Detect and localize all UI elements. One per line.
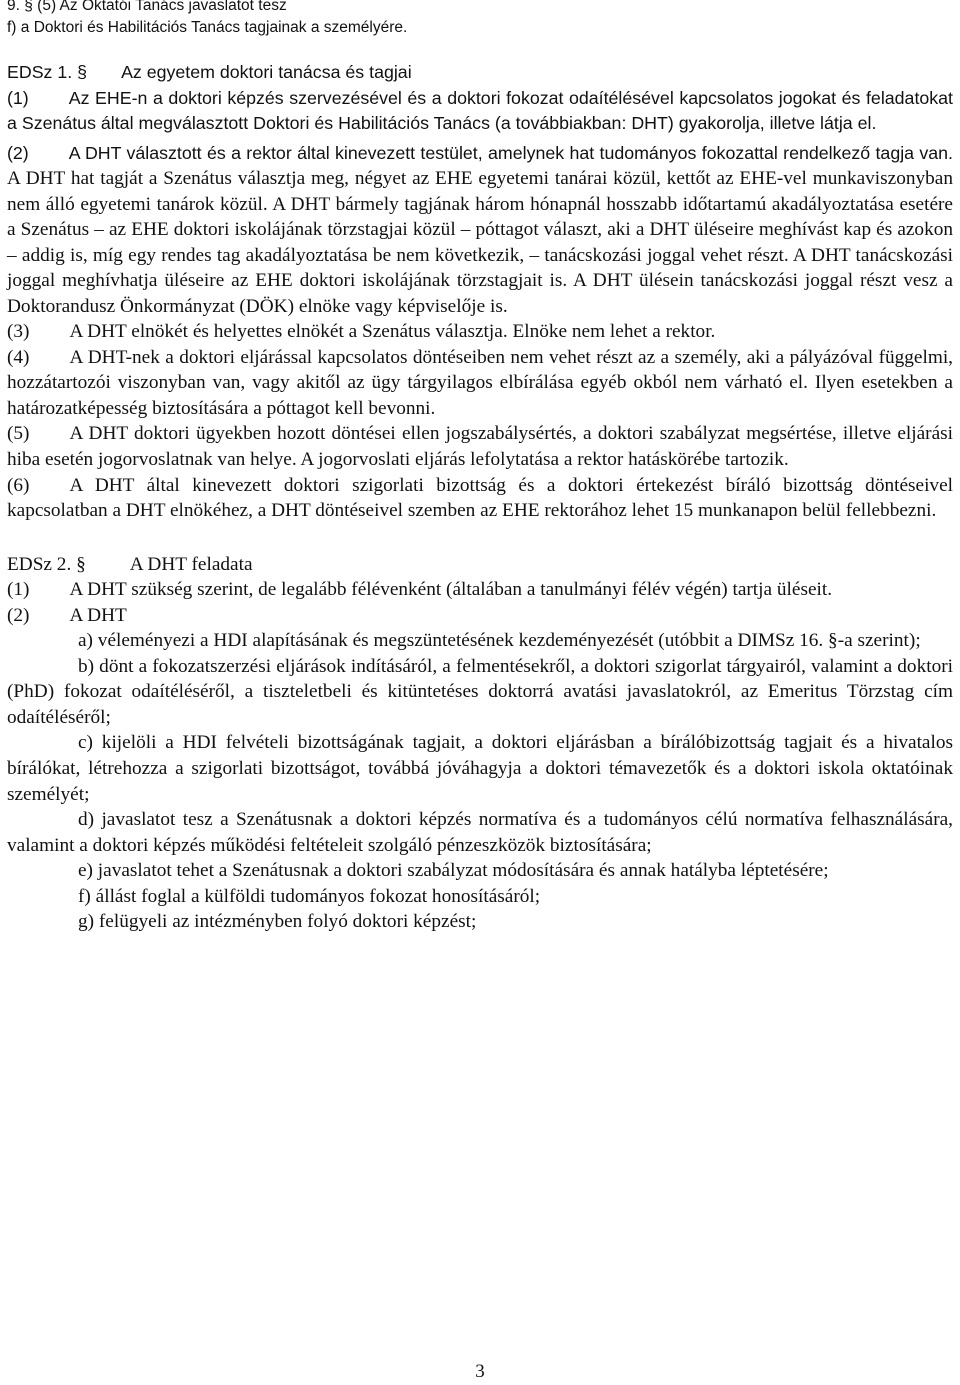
paragraph-text: A DHT-nek a doktori eljárással kapcsolatos döntéseiben nem vehet részt az a személy, aki a pályázóval függelmi, hozzátartozói viszonyban van, vagy akitől az ügy tárgyilagos elbírálása egyéb okból nem várható el. Ilyen esetekben a határozatképesség biztosítására a póttagot kell bevonni. — [7, 346, 953, 419]
list-item: e) javaslatot tehet a Szenátusnak a doktori szabályzat módosítására és annak hatályba léptetésére; — [78, 860, 829, 882]
section-1-title: Az egyetem doktori tanácsa és tagjai — [121, 62, 412, 82]
section-2 — [7, 552, 953, 935]
section-2-number: EDSz 2. § — [7, 553, 86, 575]
paragraph-label: (4) — [7, 346, 30, 368]
list-item: f) állást foglal a külföldi tudományos fokozat honosításáról; — [78, 885, 541, 907]
list-item: g) felügyeli az intézményben folyó doktori képzést; — [78, 911, 477, 933]
paragraph-label: (1) — [7, 87, 29, 108]
section-1-paragraph-5 — [7, 421, 953, 472]
section-2-heading — [7, 552, 953, 578]
section-1 — [7, 60, 953, 524]
section-1-heading — [7, 60, 953, 86]
section-1-paragraph-1 — [7, 86, 953, 137]
section-1-paragraph-6 — [7, 473, 953, 524]
paragraph-text-sans: A DHT választott és a rektor által kinevezett testület, amelynek hat tudományos fokozattal rendelkező tagja van. — [68, 142, 953, 163]
section-1-paragraph-3 — [7, 319, 953, 345]
paragraph-text: A DHT — [69, 604, 127, 626]
section-1-number: EDSz 1. § — [7, 62, 88, 82]
section-2-paragraph-2 — [7, 603, 953, 629]
section-2-paragraph-1 — [7, 577, 953, 603]
paragraph-label: (5) — [7, 423, 30, 445]
paragraph-text: A DHT által kinevezett doktori szigorlati bizottság és a doktori értekezést bíráló bizottság döntéseivel kapcsolatban a DHT elnökéhez, a DHT döntéseivel szemben az EHE rektorához lehet 15 munkanapon belül fellebbezni. — [7, 474, 953, 522]
paragraph-label: (6) — [7, 474, 30, 496]
header-line-2: f) a Doktori és Habilitációs Tanács tagjainak a személyére. — [7, 19, 408, 36]
paragraph-text: A DHT szükség szerint, de legalább félévenként (általában a tanulmányi félév végén) tartja üléseit. — [69, 579, 833, 601]
paragraph-label: (2) — [7, 604, 30, 626]
section-2-title: A DHT feladata — [129, 553, 253, 575]
list-item: b) dönt a fokozatszerzési eljárások indításáról, a felmentésekről, a doktori szigorlat tárgyairól, valamint a doktori (PhD) fokozat odaítéléséről, a tiszteletbeli és kitüntetéses doktorrá avatási javaslatokról, az Emeritus Törzstag cím odaítéléséről; — [7, 655, 953, 728]
section-1-paragraph-4 — [7, 345, 953, 422]
paragraph-label: (2) — [7, 142, 29, 163]
list-item: a) véleményezi a HDI alapításának és megszüntetésének kezdeményezését (utóbbit a DIMSz 16. §-a szerint); — [78, 630, 921, 652]
paragraph-text-serif: A DHT hat tagját a Szenátus választja meg, négyet az EHE egyetemi tanárai közül, kettőt az EHE-vel munkaviszonyban nem álló egyetemi tanárok közül. A DHT bármely tagjának három hónapnál hosszabb időtartamú akadályoztatása esetére a Szenátus – az EHE doktori iskolájának törzstagjai közül – póttagot választ, aki a DHT üléseire meghívást kap és azokon – addig is, míg egy rendes tag akadályoztatása be nem következik, – tanácskozási joggal vehet részt. A DHT tanácskozási joggal meghívhatja üléseire az EHE doktori iskolájának törzstagjait is. A DHT ülésein tanácskozási joggal részt vesz a Doktorandusz Önkormányzat (DÖK) elnöke vagy képviselője is. — [7, 168, 953, 317]
list-item: c) kijelöli a HDI felvételi bizottságának tagjait, a doktori eljárásban a bírálóbizottság tagjait és a hivatalos bírálókat, létrehozza a szigorlati bizottságot, továbbá jóváhagyja a doktori témavezetők és a doktori iskola oktatóinak személyét; — [7, 732, 953, 805]
paragraph-text: Az EHE-n a doktori képzés szervezésével és a doktori fokozat odaítélésével kapcsolatos jogokat és feladatokat a Szenátus által megválasztott Doktori és Habilitációs Tanács (a továbbiakban: DHT) gyakorolja, illetve látja el. — [7, 87, 953, 133]
paragraph-text: A DHT doktori ügyekben hozott döntései ellen jogszabálysértés, a doktori szabályzat megsértése, illetve eljárási hiba esetén jogorvoslatnak van helye. A jogorvoslati eljárás lefolytatása a rektor hatáskörébe tartozik. — [7, 423, 953, 471]
section-1-paragraph-2 — [7, 141, 953, 320]
document-page — [7, 0, 953, 935]
header-line-1: 9. § (5) Az Oktatói Tanács javaslatot tesz — [7, 0, 287, 14]
list-item: d) javaslatot tesz a Szenátusnak a doktori képzés normatíva és a tudományos célú normatíva felhasználására, valamint a doktori képzés működési feltételeit szolgáló pénzeszközök biztosítására; — [7, 809, 953, 856]
page-number: 3 — [475, 1361, 485, 1382]
paragraph-label: (3) — [7, 321, 30, 343]
paragraph-label: (1) — [7, 579, 30, 601]
paragraph-text: A DHT elnökét és helyettes elnökét a Szenátus választja. Elnöke nem lehet a rektor. — [69, 321, 716, 343]
